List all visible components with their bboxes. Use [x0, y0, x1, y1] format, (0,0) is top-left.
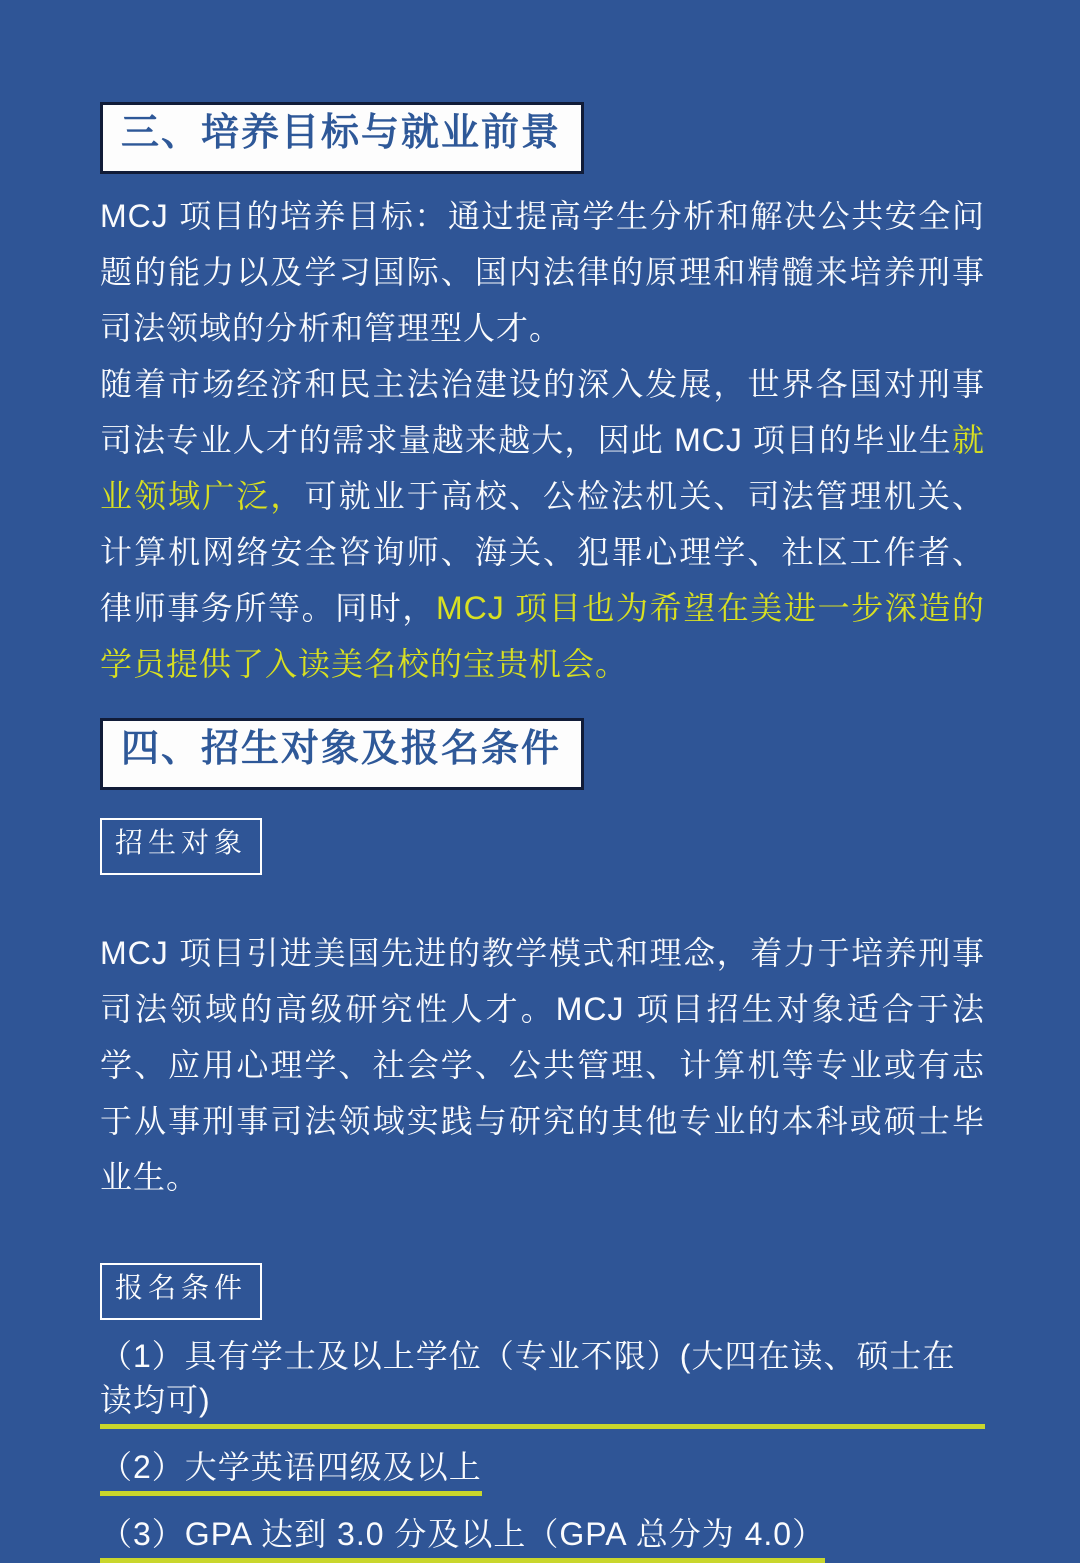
target-paragraph — [100, 875, 985, 1205]
conditions-label-row — [100, 1205, 985, 1320]
condition-item-2 — [100, 1445, 985, 1496]
section-4-heading: 四、招生对象及报名条件 — [121, 728, 562, 770]
target-label-box — [100, 818, 262, 875]
section-3-heading: 三、培养目标与就业前景 — [121, 112, 562, 154]
section-3-heading-row — [100, 0, 985, 174]
condition-3-text: （3）GPA 达到 3.0 分及以上（GPA 总分为 4.0） — [100, 1512, 825, 1563]
target-label-row — [100, 790, 985, 875]
training-paragraphs — [100, 174, 985, 692]
conditions-label-box — [100, 1263, 262, 1320]
section-3-heading-box — [100, 102, 584, 174]
training-goal-text: MCJ 项目的培养目标：通过提高学生分析和解决公共安全问题的能力以及学习国际、国内法律的原理和精髓来培养刑事司法领域的分析和管理型人才。 — [100, 198, 985, 346]
training-goal-paragraph — [100, 188, 985, 356]
conditions-label: 报名条件 — [115, 1272, 248, 1303]
section-4-heading-row — [100, 692, 985, 790]
condition-item-1 — [100, 1334, 985, 1429]
employment-paragraph — [100, 356, 985, 692]
employment-text-2: 可就业于高校、公检法机关、司法管理机关、计算机网络安全咨询师、海关、犯罪心理学、社区工作者、律师事务所等。同时， — [100, 478, 985, 626]
employment-highlight-1: 就业领域广泛， — [100, 422, 985, 514]
section-4-heading-box — [100, 718, 584, 790]
condition-1-text: （1）具有学士及以上学位（专业不限）(大四在读、硕士在读均可) — [100, 1334, 985, 1429]
target-label: 招生对象 — [115, 827, 248, 858]
employment-text-1: 随着市场经济和民主法治建设的深入发展，世界各国对刑事司法专业人才的需求量越来越大，因此 MCJ 项目的毕业生 — [100, 366, 985, 458]
condition-2-text: （2）大学英语四级及以上 — [100, 1445, 482, 1496]
condition-item-3 — [100, 1512, 985, 1563]
employment-highlight-2: MCJ 项目也为希望在美进一步深造的学员提供了入读美名校的宝贵机会。 — [100, 590, 985, 682]
target-text: MCJ 项目引进美国先进的教学模式和理念，着力于培养刑事司法领域的高级研究性人才。MCJ 项目招生对象适合于法学、应用心理学、社会学、公共管理、计算机等专业或有志于从事刑事司法领域实践与研究的其他专业的本科或硕士毕业生。 — [100, 935, 985, 1195]
